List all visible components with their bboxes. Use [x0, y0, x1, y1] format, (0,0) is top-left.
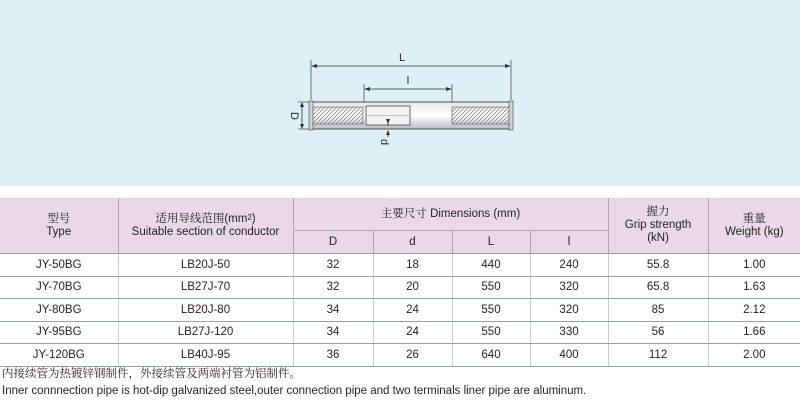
label-l: l	[406, 75, 410, 87]
subheader-d: d	[373, 231, 452, 254]
header-type	[0, 198, 118, 254]
table-row: JY-95BG LB27J-120 34 24 550 330 56 1.66	[0, 321, 800, 344]
label-D: D	[288, 112, 300, 120]
header-dimensions: 主要尺寸 Dimensions (mm)	[293, 198, 608, 231]
table-row: JY-70BG LB27J-70 32 20 550 320 65.8 1.63	[0, 276, 800, 299]
dimension-l	[364, 75, 452, 104]
subheader-D: D	[293, 231, 373, 254]
header-type-en: Type	[46, 225, 72, 238]
subheader-L: L	[452, 231, 530, 254]
note-chinese: 内接续管为热镀锌钢制件，外接续管及两端衬管为铝制件。	[2, 368, 301, 380]
spec-table	[0, 198, 800, 367]
tube-body	[309, 101, 513, 130]
table-body	[0, 254, 800, 367]
table-row: JY-120BG LB40J-95 36 26 640 400 112 2.00	[0, 344, 800, 367]
dimension-L	[311, 52, 511, 100]
label-d: d	[378, 138, 390, 146]
header-grip: 握力 Grip strength (kN)	[608, 198, 708, 254]
header-type-cn: 型号	[47, 212, 71, 225]
header-section	[118, 198, 293, 254]
header-section-en: Suitable section of conductor	[131, 225, 280, 238]
connector-drawing	[0, 0, 800, 186]
diagram-panel	[0, 0, 800, 186]
header-weight: 重量 Weight (kg)	[708, 198, 800, 254]
header-section-cn: 适用导线范围$(mm^2)$	[155, 212, 256, 225]
subheader-l: l	[530, 231, 608, 254]
table-row: JY-50BG LB20J-50 32 18 440 240 55.8 1.00	[0, 254, 800, 277]
table-row: JY-80BG LB20J-80 34 24 550 320 85 2.12	[0, 299, 800, 322]
dimension-D	[288, 102, 311, 129]
label-L: L	[398, 52, 406, 64]
note-english: Inner connnection pipe is hot-dip galvanized steel,outer connection pipe and two terminals liner pipe are aluminum.	[2, 385, 587, 397]
